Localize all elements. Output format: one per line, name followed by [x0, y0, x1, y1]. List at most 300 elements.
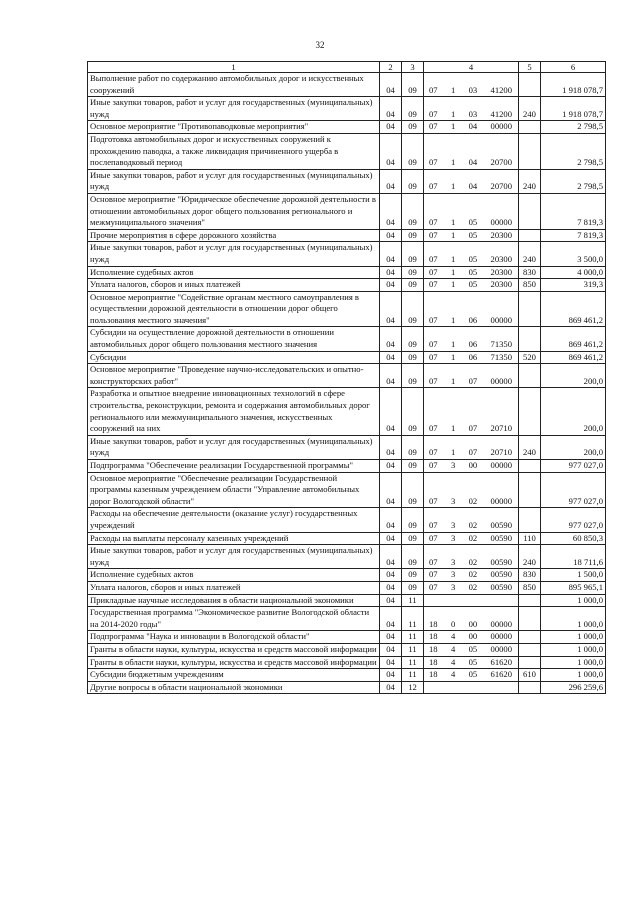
- code-program: 07: [429, 84, 438, 95]
- row-section: 04: [380, 631, 402, 644]
- row-amount: 869 461,2: [541, 327, 606, 351]
- row-subsection: 09: [402, 435, 424, 459]
- table-row: [88, 242, 606, 266]
- code-direction: 20300: [490, 266, 512, 277]
- row-name: Прикладные научные исследования в области национальной экономики: [88, 594, 380, 607]
- code-direction: 61620: [490, 669, 512, 680]
- row-amount: 296 259,6: [541, 681, 606, 694]
- row-name: Основное мероприятие "Обеспечение реализации Государственной программы казенным учреждением области "Управление автомобильных дорог Вологодской области": [88, 472, 380, 508]
- row-expense-type: 850: [519, 279, 541, 292]
- code-direction: 00590: [490, 556, 512, 567]
- table-row: [88, 133, 606, 169]
- code-subprogram: 3: [450, 519, 456, 530]
- row-subsection: 11: [402, 656, 424, 669]
- row-subsection: 09: [402, 364, 424, 388]
- target-article-code: [426, 460, 516, 472]
- target-article-code: [426, 447, 516, 459]
- row-name: Прочие мероприятия в сфере дорожного хозяйства: [88, 229, 380, 242]
- row-amount: 869 461,2: [541, 291, 606, 327]
- budget-table: [87, 61, 606, 694]
- code-subprogram: 1: [450, 217, 456, 228]
- row-target-article: [424, 631, 519, 644]
- table-row: [88, 656, 606, 669]
- row-target-article: [424, 643, 519, 656]
- code-program: 07: [429, 447, 438, 458]
- target-article-code: [426, 557, 516, 569]
- code-program: 07: [429, 108, 438, 119]
- row-section: 04: [380, 291, 402, 327]
- row-expense-type: 520: [519, 351, 541, 364]
- header-col-3: 3: [402, 62, 424, 73]
- row-expense-type: [519, 656, 541, 669]
- row-name: Основное мероприятие "Противопаводковые мероприятия": [88, 121, 380, 134]
- header-row: [88, 62, 606, 73]
- target-article-code: [426, 181, 516, 193]
- row-section: 04: [380, 669, 402, 682]
- code-program: 07: [429, 181, 438, 192]
- row-section: 04: [380, 351, 402, 364]
- row-amount: 977 027,0: [541, 508, 606, 532]
- code-direction: 00000: [490, 121, 512, 132]
- row-name: Иные закупки товаров, работ и услуг для государственных (муниципальных) нужд: [88, 169, 380, 193]
- row-name: Субсидии бюджетным учреждениям: [88, 669, 380, 682]
- target-article-code: [426, 109, 516, 121]
- table-row: [88, 73, 606, 97]
- row-amount: 200,0: [541, 435, 606, 459]
- code-subprogram: 4: [450, 643, 456, 654]
- row-expense-type: 240: [519, 97, 541, 121]
- table-row: [88, 193, 606, 229]
- code-activity: 00: [468, 631, 478, 642]
- table-row: [88, 97, 606, 121]
- row-subsection: 09: [402, 279, 424, 292]
- row-amount: 4 000,0: [541, 266, 606, 279]
- row-name: Исполнение судебных актов: [88, 266, 380, 279]
- row-target-article: [424, 242, 519, 266]
- row-subsection: 09: [402, 472, 424, 508]
- row-amount: 869 461,2: [541, 351, 606, 364]
- row-subsection: 11: [402, 643, 424, 656]
- row-name: Подготовка автомобильных дорог и искусственных сооружений к прохождению паводка, а также ликвидация причиненного ущерба в послепаводковый период: [88, 133, 380, 169]
- table-row: [88, 545, 606, 569]
- row-section: 04: [380, 279, 402, 292]
- row-amount: 1 000,0: [541, 656, 606, 669]
- row-expense-type: 610: [519, 669, 541, 682]
- code-program: 07: [429, 519, 438, 530]
- row-subsection: 09: [402, 508, 424, 532]
- row-name: Уплата налогов, сборов и иных платежей: [88, 581, 380, 594]
- target-article-code: [426, 157, 516, 169]
- table-row: [88, 581, 606, 594]
- target-article-code: [426, 533, 516, 545]
- row-name: Расходы на выплаты персоналу казенных учреждений: [88, 532, 380, 545]
- table-row: [88, 669, 606, 682]
- code-activity: 07: [468, 423, 478, 434]
- row-subsection: 09: [402, 169, 424, 193]
- code-direction: 00590: [490, 581, 512, 592]
- target-article-code: [426, 315, 516, 327]
- row-section: 04: [380, 193, 402, 229]
- row-amount: 2 798,5: [541, 133, 606, 169]
- row-amount: 7 819,3: [541, 193, 606, 229]
- row-expense-type: 830: [519, 266, 541, 279]
- row-expense-type: 240: [519, 169, 541, 193]
- code-direction: 00000: [490, 618, 512, 629]
- code-activity: 05: [468, 279, 478, 290]
- table-row: [88, 532, 606, 545]
- table-row: [88, 460, 606, 473]
- row-expense-type: 850: [519, 581, 541, 594]
- row-section: 04: [380, 73, 402, 97]
- row-section: 04: [380, 364, 402, 388]
- row-amount: 1 000,0: [541, 631, 606, 644]
- row-section: 04: [380, 607, 402, 631]
- code-activity: 02: [468, 569, 478, 580]
- code-subprogram: 3: [450, 569, 456, 580]
- header-col-1: 1: [88, 62, 380, 73]
- table-row: [88, 291, 606, 327]
- code-subprogram: 3: [450, 495, 456, 506]
- row-section: 04: [380, 327, 402, 351]
- code-subprogram: 3: [450, 532, 456, 543]
- row-amount: 977 027,0: [541, 460, 606, 473]
- row-name: Основное мероприятие "Содействие органам местного самоуправления в осуществлении дорожной деятельности в отношении дорог общего пользования местного значения": [88, 291, 380, 327]
- code-activity: 07: [468, 375, 478, 386]
- row-subsection: 11: [402, 607, 424, 631]
- row-amount: 1 918 078,7: [541, 73, 606, 97]
- row-target-article: [424, 681, 519, 694]
- row-name: Основное мероприятие "Проведение научно-исследовательских и опытно-конструкторских работ": [88, 364, 380, 388]
- code-direction: 00000: [490, 375, 512, 386]
- row-name: Основное мероприятие "Юридическое обеспечение дорожной деятельности в отношении автомобильных дорог общего пользования регионального и межмуниципального значения": [88, 193, 380, 229]
- target-article-code: [426, 339, 516, 351]
- row-expense-type: [519, 291, 541, 327]
- target-article-code: [426, 644, 516, 656]
- row-section: 04: [380, 681, 402, 694]
- code-program: 07: [429, 569, 438, 580]
- code-direction: 20700: [490, 157, 512, 168]
- target-article-code: [426, 520, 516, 532]
- row-section: 04: [380, 643, 402, 656]
- table-row: [88, 631, 606, 644]
- row-target-article: [424, 532, 519, 545]
- code-activity: 06: [468, 339, 478, 350]
- code-activity: 05: [468, 253, 478, 264]
- table-row: [88, 594, 606, 607]
- row-target-article: [424, 73, 519, 97]
- row-target-article: [424, 472, 519, 508]
- row-target-article: [424, 169, 519, 193]
- row-section: 04: [380, 229, 402, 242]
- row-name: Иные закупки товаров, работ и услуг для государственных (муниципальных) нужд: [88, 242, 380, 266]
- row-section: 04: [380, 545, 402, 569]
- row-expense-type: [519, 364, 541, 388]
- code-subprogram: 1: [450, 108, 456, 119]
- code-direction: 00000: [490, 460, 512, 470]
- code-subprogram: 1: [450, 84, 456, 95]
- row-subsection: 09: [402, 133, 424, 169]
- table-row: [88, 643, 606, 656]
- code-direction: 20300: [490, 279, 512, 290]
- row-expense-type: 240: [519, 435, 541, 459]
- table-row: [88, 472, 606, 508]
- code-activity: 02: [468, 495, 478, 506]
- target-article-code: [426, 85, 516, 97]
- row-section: 04: [380, 169, 402, 193]
- row-amount: 7 819,3: [541, 229, 606, 242]
- row-section: 04: [380, 569, 402, 582]
- header-col-4: 4: [424, 62, 519, 73]
- row-target-article: [424, 133, 519, 169]
- row-target-article: [424, 279, 519, 292]
- row-subsection: 09: [402, 97, 424, 121]
- row-section: 04: [380, 656, 402, 669]
- code-program: 07: [429, 423, 438, 434]
- code-program: 07: [429, 532, 438, 543]
- code-activity: 00: [468, 618, 478, 629]
- row-name: Разработка и опытное внедрение инновационных технологий в сфере строительства, реконструкции, ремонта и содержания автомобильных дорог регионального или межмуниципального значения, искусственных сооружений на них: [88, 388, 380, 435]
- row-target-article: [424, 435, 519, 459]
- row-section: 04: [380, 508, 402, 532]
- target-article-code: [426, 669, 516, 681]
- code-program: 07: [429, 217, 438, 228]
- row-expense-type: [519, 133, 541, 169]
- table-row: [88, 229, 606, 242]
- table-row: [88, 435, 606, 459]
- target-article-code: [426, 619, 516, 631]
- table-row: [88, 266, 606, 279]
- row-subsection: 11: [402, 669, 424, 682]
- row-subsection: 09: [402, 327, 424, 351]
- row-section: 04: [380, 133, 402, 169]
- table-row: [88, 327, 606, 351]
- code-program: 18: [429, 643, 438, 654]
- target-article-code: [426, 423, 516, 435]
- code-program: 07: [429, 314, 438, 325]
- row-target-article: [424, 569, 519, 582]
- row-section: 04: [380, 532, 402, 545]
- row-amount: 60 850,3: [541, 532, 606, 545]
- target-article-code: [426, 657, 516, 669]
- row-target-article: [424, 545, 519, 569]
- code-program: 18: [429, 656, 438, 667]
- code-subprogram: 4: [450, 631, 456, 642]
- code-direction: 00000: [490, 643, 512, 654]
- target-article-code: [426, 631, 516, 643]
- table-row: [88, 388, 606, 435]
- code-program: 07: [429, 351, 438, 362]
- row-subsection: 09: [402, 229, 424, 242]
- row-name: Субсидии на осуществление дорожной деятельности в отношении автомобильных дорог общего пользования местного значения: [88, 327, 380, 351]
- target-article-code: [426, 352, 516, 364]
- row-expense-type: [519, 472, 541, 508]
- page-number: 32: [315, 40, 325, 50]
- row-target-article: [424, 607, 519, 631]
- code-program: 07: [429, 253, 438, 264]
- code-program: 07: [429, 581, 438, 592]
- target-article-code: [426, 121, 516, 133]
- row-target-article: [424, 364, 519, 388]
- row-name: Гранты в области науки, культуры, искусства и средств массовой информации: [88, 656, 380, 669]
- row-subsection: 09: [402, 532, 424, 545]
- row-subsection: 11: [402, 631, 424, 644]
- row-name: Государственная программа "Экономическое развитие Вологодской области на 2014-2020 годы": [88, 607, 380, 631]
- code-program: 07: [429, 495, 438, 506]
- table-row: [88, 607, 606, 631]
- table-row: [88, 569, 606, 582]
- code-subprogram: 1: [450, 253, 456, 264]
- row-section: 04: [380, 472, 402, 508]
- code-subprogram: 1: [450, 447, 456, 458]
- row-target-article: [424, 193, 519, 229]
- row-expense-type: [519, 193, 541, 229]
- row-name: Исполнение судебных актов: [88, 569, 380, 582]
- code-direction: 20700: [490, 181, 512, 192]
- row-target-article: [424, 291, 519, 327]
- row-name: Расходы на обеспечение деятельности (оказание услуг) государственных учреждений: [88, 508, 380, 532]
- code-program: 18: [429, 618, 438, 629]
- row-expense-type: 240: [519, 242, 541, 266]
- row-target-article: [424, 388, 519, 435]
- row-amount: 1 000,0: [541, 669, 606, 682]
- code-subprogram: 1: [450, 121, 456, 132]
- code-direction: 00590: [490, 532, 512, 543]
- code-subprogram: 1: [450, 314, 456, 325]
- code-program: 07: [429, 121, 438, 132]
- row-amount: 895 965,1: [541, 581, 606, 594]
- code-direction: 20300: [490, 253, 512, 264]
- row-expense-type: 830: [519, 569, 541, 582]
- code-activity: 07: [468, 447, 478, 458]
- row-name: Уплата налогов, сборов и иных платежей: [88, 279, 380, 292]
- row-subsection: 09: [402, 242, 424, 266]
- row-name: Другие вопросы в области национальной экономики: [88, 681, 380, 694]
- row-amount: 1 000,0: [541, 594, 606, 607]
- row-subsection: 09: [402, 545, 424, 569]
- row-section: 04: [380, 388, 402, 435]
- code-activity: 03: [468, 108, 478, 119]
- row-expense-type: [519, 229, 541, 242]
- code-subprogram: 4: [450, 669, 456, 680]
- row-expense-type: [519, 388, 541, 435]
- code-program: 07: [429, 157, 438, 168]
- row-name: Выполнение работ по содержанию автомобильных дорог и искусственных сооружений: [88, 73, 380, 97]
- target-article-code: [426, 217, 516, 229]
- header-col-2: 2: [380, 62, 402, 73]
- row-target-article: [424, 460, 519, 473]
- code-program: 18: [429, 669, 438, 680]
- row-target-article: [424, 97, 519, 121]
- code-activity: 04: [468, 121, 478, 132]
- row-subsection: 11: [402, 594, 424, 607]
- code-activity: 05: [468, 643, 478, 654]
- target-article-code: [426, 569, 516, 581]
- table-row: [88, 681, 606, 694]
- row-name: Иные закупки товаров, работ и услуг для государственных (муниципальных) нужд: [88, 97, 380, 121]
- row-expense-type: 110: [519, 532, 541, 545]
- row-section: 04: [380, 121, 402, 134]
- code-subprogram: 1: [450, 375, 456, 386]
- header-col-6: 6: [541, 62, 606, 73]
- code-activity: 02: [468, 581, 478, 592]
- row-subsection: 12: [402, 681, 424, 694]
- row-subsection: 09: [402, 291, 424, 327]
- code-program: 18: [429, 631, 438, 642]
- row-name: Субсидии: [88, 351, 380, 364]
- row-name: Подпрограмма "Обеспечение реализации Государственной программы": [88, 460, 380, 473]
- code-subprogram: 1: [450, 339, 456, 350]
- code-subprogram: 3: [450, 581, 456, 592]
- table-row: [88, 364, 606, 388]
- row-target-article: [424, 351, 519, 364]
- row-amount: 1 000,0: [541, 607, 606, 631]
- code-direction: 00590: [490, 519, 512, 530]
- row-section: 04: [380, 242, 402, 266]
- row-expense-type: [519, 460, 541, 473]
- code-direction: 00000: [490, 314, 512, 325]
- code-direction: 20710: [490, 423, 512, 434]
- code-activity: 05: [468, 217, 478, 228]
- row-target-article: [424, 266, 519, 279]
- code-direction: 20710: [490, 447, 512, 458]
- code-direction: 00000: [490, 631, 512, 642]
- row-subsection: 09: [402, 193, 424, 229]
- row-expense-type: [519, 327, 541, 351]
- code-program: 07: [429, 460, 438, 470]
- code-direction: 71350: [490, 351, 512, 362]
- code-activity: 04: [468, 181, 478, 192]
- row-target-article: [424, 594, 519, 607]
- row-expense-type: [519, 643, 541, 656]
- row-name: Иные закупки товаров, работ и услуг для государственных (муниципальных) нужд: [88, 545, 380, 569]
- table-row: [88, 508, 606, 532]
- row-expense-type: [519, 508, 541, 532]
- code-subprogram: 3: [450, 556, 456, 567]
- code-activity: 05: [468, 229, 478, 240]
- row-amount: 18 711,6: [541, 545, 606, 569]
- code-program: 07: [429, 279, 438, 290]
- row-section: 04: [380, 97, 402, 121]
- row-amount: 1 918 078,7: [541, 97, 606, 121]
- code-subprogram: 1: [450, 266, 456, 277]
- row-target-article: [424, 327, 519, 351]
- code-subprogram: 1: [450, 423, 456, 434]
- row-amount: 1 500,0: [541, 569, 606, 582]
- row-expense-type: [519, 631, 541, 644]
- row-target-article: [424, 121, 519, 134]
- row-expense-type: [519, 121, 541, 134]
- row-subsection: 09: [402, 460, 424, 473]
- target-article-code: [426, 496, 516, 508]
- row-name: Гранты в области науки, культуры, искусства и средств массовой информации: [88, 643, 380, 656]
- code-program: 07: [429, 229, 438, 240]
- row-subsection: 09: [402, 569, 424, 582]
- row-section: 04: [380, 594, 402, 607]
- code-subprogram: 1: [450, 279, 456, 290]
- table-row: [88, 351, 606, 364]
- row-subsection: 09: [402, 351, 424, 364]
- row-amount: 3 500,0: [541, 242, 606, 266]
- code-activity: 06: [468, 351, 478, 362]
- row-target-article: [424, 229, 519, 242]
- row-amount: 200,0: [541, 364, 606, 388]
- row-expense-type: [519, 607, 541, 631]
- code-activity: 00: [468, 460, 478, 470]
- code-activity: 04: [468, 157, 478, 168]
- target-article-code: [426, 254, 516, 266]
- code-direction: 61620: [490, 656, 512, 667]
- code-direction: 41200: [490, 84, 512, 95]
